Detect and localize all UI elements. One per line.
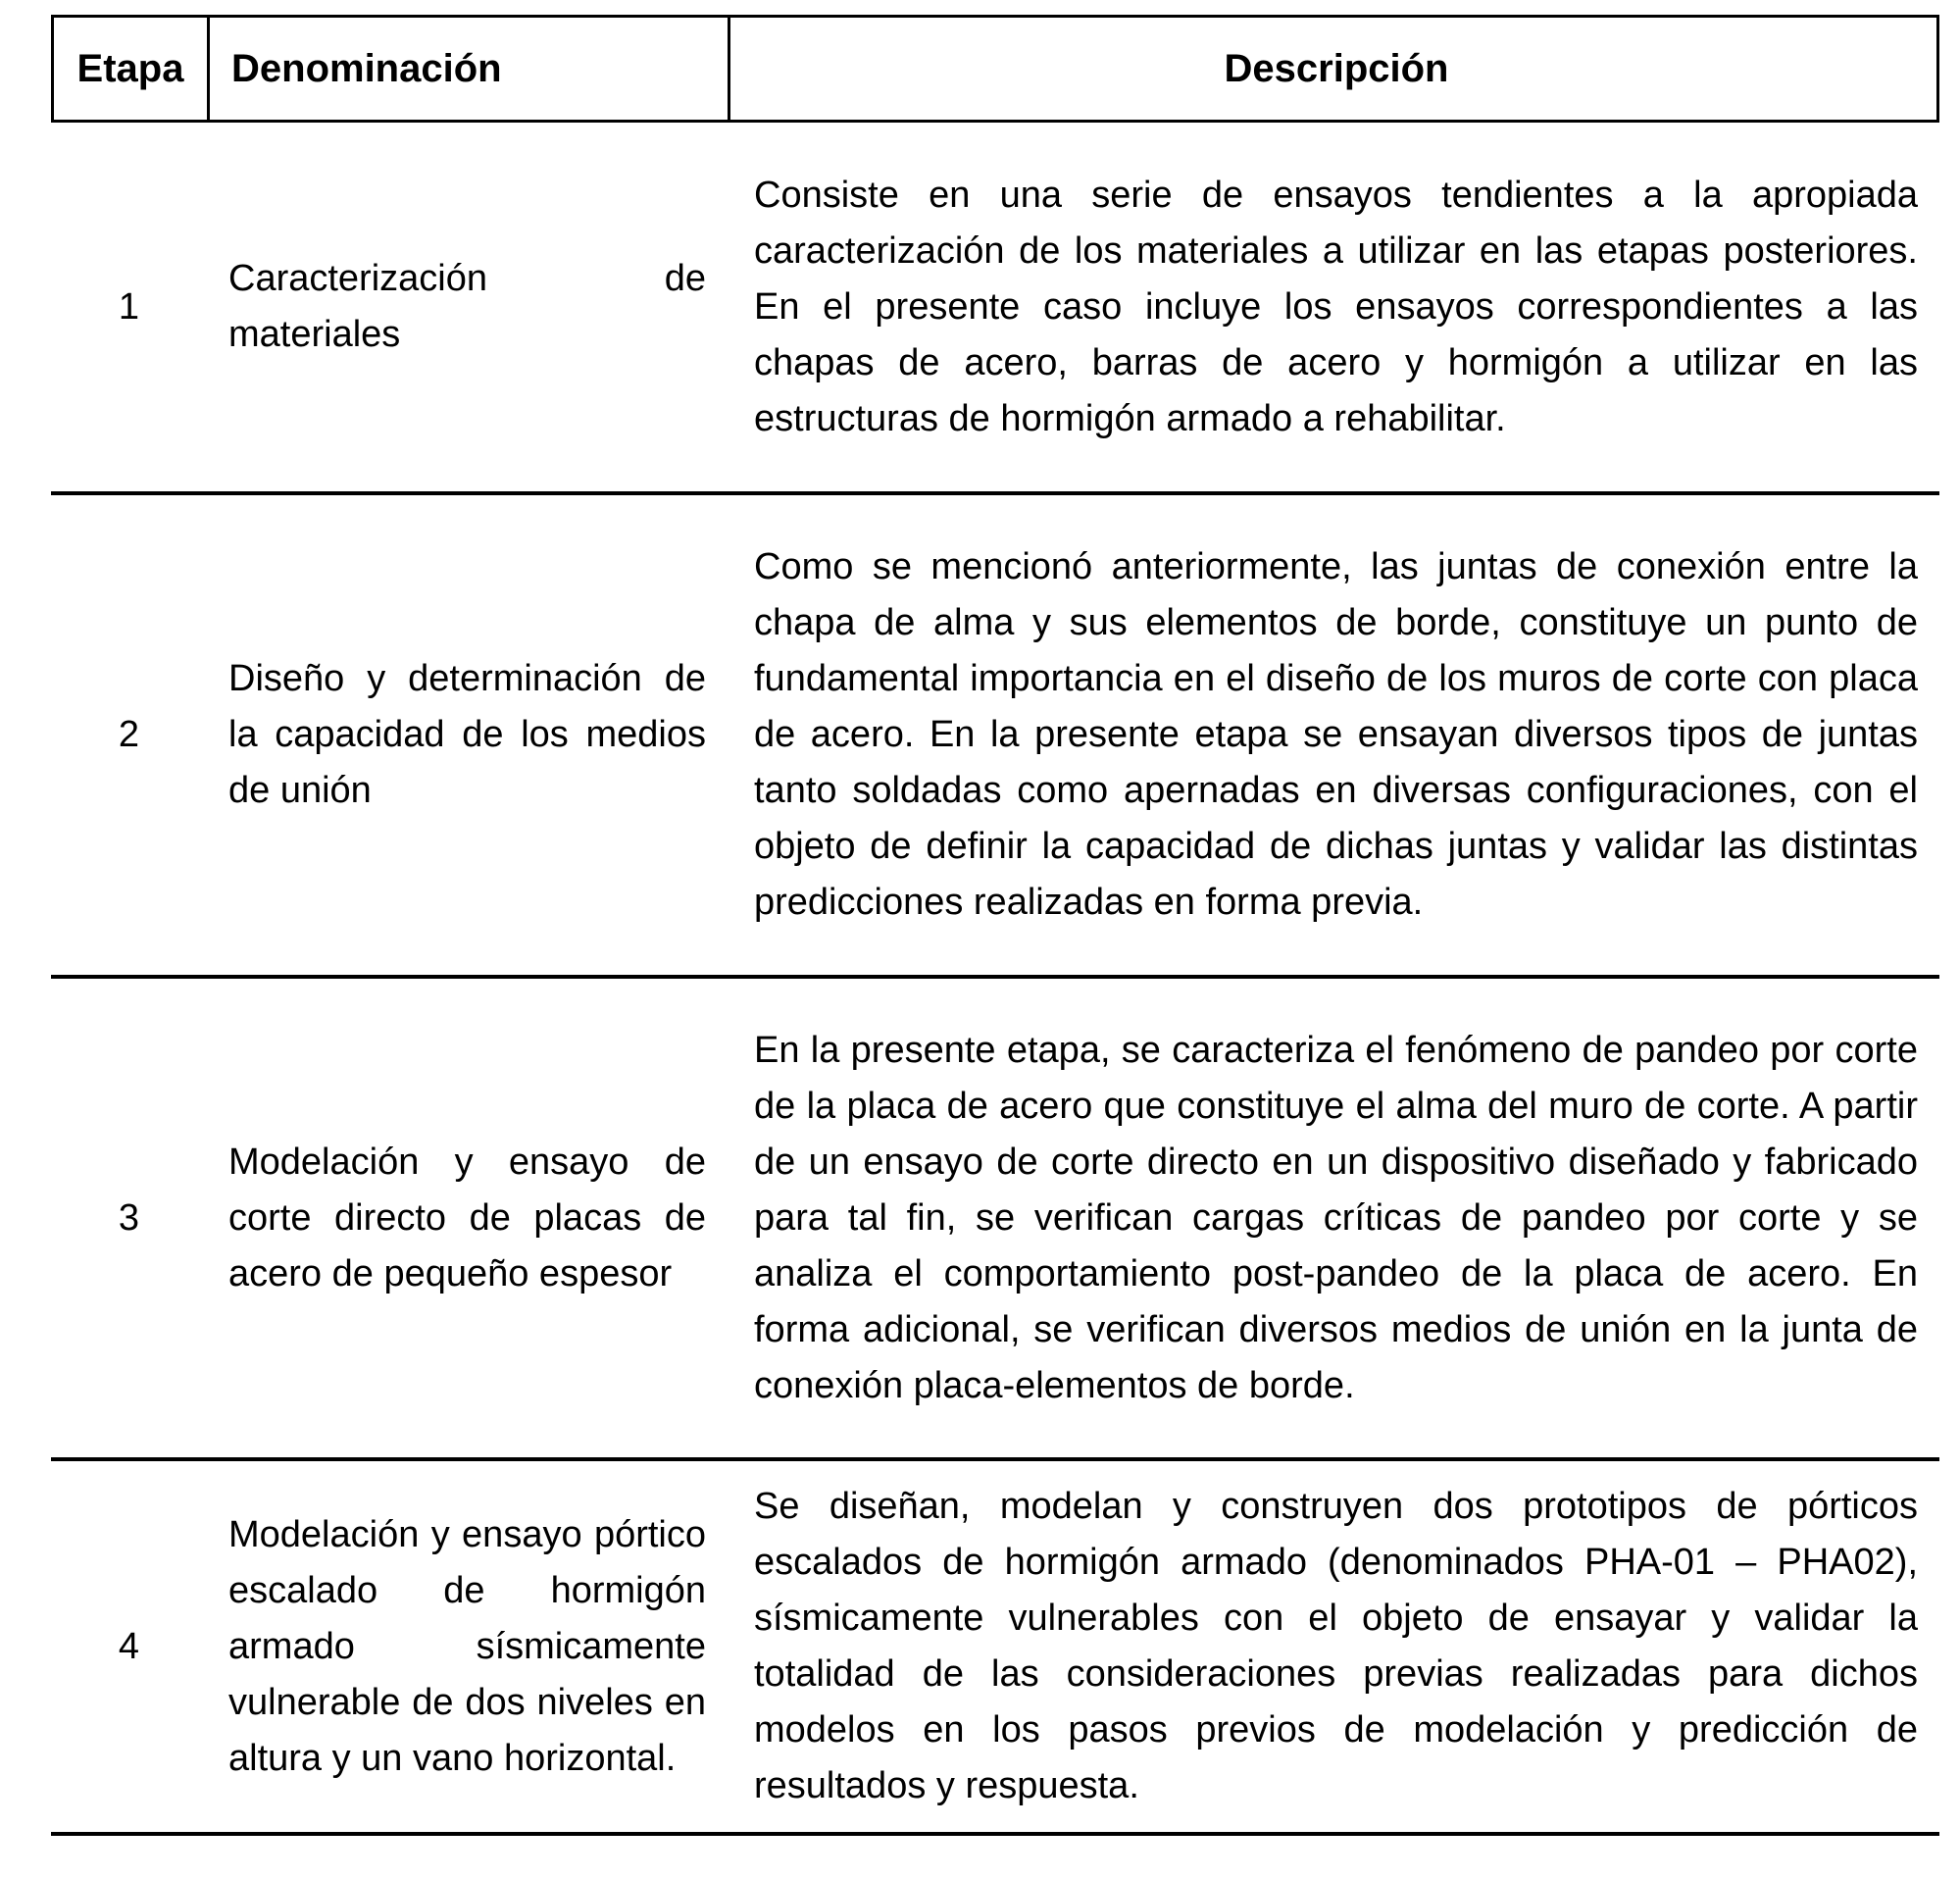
denominacion-text: Modelación y ensayo de corte directo de placas de acero de pequeño espesor bbox=[228, 1141, 706, 1294]
descripcion-cell bbox=[728, 123, 1939, 491]
table-header-row bbox=[51, 15, 1939, 123]
header-denominacion: Denominación bbox=[210, 18, 730, 120]
stages-table bbox=[51, 15, 1939, 1836]
etapa-cell: 1 bbox=[118, 285, 140, 328]
header-etapa: Etapa bbox=[54, 18, 210, 120]
denominacion-cell bbox=[207, 979, 728, 1457]
denominacion-text: Modelación y ensayo pórtico escalado de hormigón armado sísmicamente vulnerable de dos niveles en altura y un vano horizontal. bbox=[228, 1513, 706, 1779]
table-row bbox=[51, 495, 1939, 979]
descripcion-text: En la presente etapa, se caracteriza el fenómeno de pandeo por corte de la placa de acero que constituye el alma del muro de corte. A partir de un ensayo de corte directo en un dispositivo diseñado y fabricado para tal fin, se verifican cargas críticas de pandeo por corte y se analiza el comportamiento post-pandeo de la placa de acero. En forma adicional, se verifican diversos medios de unión en la junta de conexión placa-elementos de borde. bbox=[754, 1029, 1918, 1406]
etapa-cell: 2 bbox=[118, 714, 140, 755]
etapa-cell: 3 bbox=[118, 1196, 140, 1239]
denominacion-cell bbox=[207, 495, 728, 975]
table-row bbox=[51, 123, 1939, 495]
denominacion-cell bbox=[207, 1461, 728, 1832]
descripcion-cell bbox=[728, 495, 1939, 975]
descripcion-text: Se diseñan, modelan y construyen dos prototipos de pórticos escalados de hormigón armado (denominados PHA-01 – PHA02), sísmicamente vulnerables con el objeto de ensayar y validar la totalidad de las consideraciones previas realizadas para dichos modelos en los pasos previos de modelación y predicción de resultados y respuesta. bbox=[754, 1486, 1918, 1806]
denominacion-text: Caracterización de materiales bbox=[228, 258, 706, 355]
descripcion-cell bbox=[728, 1461, 1939, 1832]
table-row bbox=[51, 979, 1939, 1461]
descripcion-text: Como se mencionó anteriormente, las juntas de conexión entre la chapa de alma y sus elementos de borde, constituye un punto de fundamental importancia en el diseño de los muros de corte con placa de acero. En la presente etapa se ensayan diversos tipos de juntas tanto soldadas como apernadas en diversas configuraciones, con el objeto de definir la capacidad de dichas juntas y validar las distintas predicciones realizadas en forma previa. bbox=[754, 546, 1918, 923]
denominacion-cell bbox=[207, 123, 728, 491]
header-descripcion: Descripción bbox=[1224, 46, 1449, 90]
etapa-cell: 4 bbox=[118, 1625, 140, 1667]
descripcion-cell bbox=[728, 979, 1939, 1457]
descripcion-text: Consiste en una serie de ensayos tendientes a la apropiada caracterización de los materiales a utilizar en las etapas posteriores. En el presente caso incluye los ensayos correspondientes a las chapas de acero, barras de acero y hormigón a utilizar en las estructuras de hormigón armado a rehabilitar. bbox=[754, 174, 1918, 439]
denominacion-text: Diseño y determinación de la capacidad de los medios de unión bbox=[228, 658, 706, 811]
table-row bbox=[51, 1461, 1939, 1836]
